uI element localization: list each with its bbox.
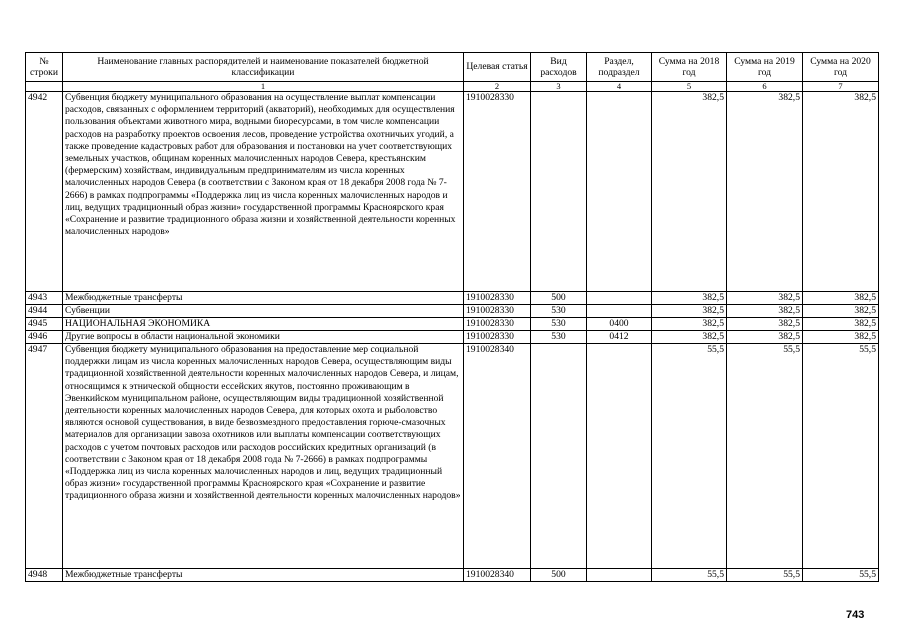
row-number: 4943 — [26, 292, 63, 305]
row-sum-2018: 382,5 — [652, 318, 727, 331]
row-sum-2018: 382,5 — [652, 305, 727, 318]
row-sum-2020: 382,5 — [803, 305, 879, 318]
row-sum-2018: 382,5 — [652, 331, 727, 344]
row-name: Межбюджетные трансферты — [63, 292, 464, 305]
row-name: НАЦИОНАЛЬНАЯ ЭКОНОМИКА — [63, 318, 464, 331]
row-number: 4944 — [26, 305, 63, 318]
column-number: 1 — [63, 82, 464, 92]
row-number: 4946 — [26, 331, 63, 344]
budget-table — [25, 52, 879, 582]
table-row — [26, 92, 879, 292]
row-number: 4947 — [26, 344, 63, 569]
row-sum-2019: 382,5 — [727, 305, 803, 318]
row-section — [587, 569, 652, 582]
row-section — [587, 292, 652, 305]
header-name: Наименование главных распорядителей и наименование показателей бюджетной классификации — [63, 53, 464, 82]
row-name: Другие вопросы в области национальной экономики — [63, 331, 464, 344]
row-expense-type: 500 — [531, 569, 587, 582]
row-number: 4942 — [26, 92, 63, 292]
row-name: Межбюджетные трансферты — [63, 569, 464, 582]
row-expense-type: 530 — [531, 305, 587, 318]
header-sum-2019: Сумма на 2019 год — [727, 53, 803, 82]
row-sum-2020: 55,5 — [803, 344, 879, 569]
row-target-item: 1910028330 — [464, 331, 531, 344]
row-sum-2020: 382,5 — [803, 292, 879, 305]
table-row — [26, 569, 879, 582]
row-expense-type — [531, 92, 587, 292]
table-header-row — [26, 53, 879, 82]
row-name: Субвенция бюджету муниципального образования на осуществление выплат компенсации расходов, связанных с оформлением территорий (акваторий), необходимых для осуществления пользования объектами животного мира, водными биоресурсами, в том числе компенсации расходов на разработку проектов освоения лесов, проведение устройства охотничьих угодий, а также проведение кадастровых работ для образования и постановки на учет соответствующих земельных участков, общинам коренных малочисленных народов Севера, крестьянским (фермерским) хозяйствам, индивидуальным предпринимателям из числа коренных малочисленных народов Севера (в соответствии с Законом края от 18 декабря 2008 года № 7-2666) в рамках подпрограммы «Поддержка лиц из числа коренных малочисленных народов и лиц, ведущих традиционный образ жизни» государственной программы Красноярского края «Сохранение и развитие традиционного образа жизни и хозяйственной деятельности коренных малочисленных народов» — [63, 92, 464, 292]
header-target-item: Целевая статья — [464, 53, 531, 82]
row-sum-2019: 382,5 — [727, 292, 803, 305]
row-name: Субвенция бюджету муниципального образования на предоставление мер социальной поддержки лицам из числа коренных малочисленных народов Севера, осуществляющим виды традиционной хозяйственной деятельности коренных малочисленных народов Севера, и лицам, относящимся к этнической общности ессейских якутов, постоянно проживающим в Эвенкийском муниципальном районе, осуществляющим виды традиционной хозяйственной деятельности коренных малочисленных народов Севера, для которых охота и рыболовство являются основой существования, в виде безвозмездного предоставления горюче-смазочных материалов для организации завоза охотников или выплаты компенсации соответствующих расходов с учетом почтовых расходов или расходов российских кредитных организаций (в соответствии с Законом края от 18 декабря 2008 года № 7-2666) в рамках подпрограммы «Поддержка лиц из числа коренных малочисленных народов и лиц, ведущих традиционный образ жизни» государственной программы Красноярского края «Сохранение и развитие традиционного образа жизни и хозяйственной деятельности коренных малочисленных народов» — [63, 344, 464, 569]
row-expense-type: 530 — [531, 331, 587, 344]
row-target-item: 1910028330 — [464, 305, 531, 318]
row-sum-2020: 382,5 — [803, 92, 879, 292]
row-number: 4945 — [26, 318, 63, 331]
row-sum-2020: 382,5 — [803, 318, 879, 331]
row-section — [587, 92, 652, 292]
row-sum-2019: 55,5 — [727, 344, 803, 569]
table-row — [26, 305, 879, 318]
row-expense-type: 500 — [531, 292, 587, 305]
column-number — [26, 82, 63, 92]
row-target-item: 1910028330 — [464, 92, 531, 292]
table-row — [26, 292, 879, 305]
row-section: 0400 — [587, 318, 652, 331]
page-number: 743 — [846, 609, 865, 621]
row-expense-type — [531, 344, 587, 569]
row-sum-2019: 55,5 — [727, 569, 803, 582]
row-name: Субвенции — [63, 305, 464, 318]
column-number: 2 — [464, 82, 531, 92]
row-section — [587, 344, 652, 569]
row-sum-2018: 55,5 — [652, 569, 727, 582]
header-sum-2020: Сумма на 2020 год — [803, 53, 879, 82]
row-sum-2019: 382,5 — [727, 318, 803, 331]
column-number: 4 — [587, 82, 652, 92]
row-sum-2019: 382,5 — [727, 92, 803, 292]
row-sum-2018: 382,5 — [652, 92, 727, 292]
row-number: 4948 — [26, 569, 63, 582]
row-sum-2018: 55,5 — [652, 344, 727, 569]
row-section — [587, 305, 652, 318]
column-number: 7 — [803, 82, 879, 92]
row-target-item: 1910028330 — [464, 292, 531, 305]
table-row — [26, 331, 879, 344]
table-row — [26, 344, 879, 569]
row-target-item: 1910028340 — [464, 344, 531, 569]
row-section: 0412 — [587, 331, 652, 344]
table-row — [26, 318, 879, 331]
row-target-item: 1910028330 — [464, 318, 531, 331]
column-number: 3 — [531, 82, 587, 92]
row-sum-2019: 382,5 — [727, 331, 803, 344]
row-target-item: 1910028340 — [464, 569, 531, 582]
column-number: 6 — [727, 82, 803, 92]
header-row-number: № строки — [26, 53, 63, 82]
row-sum-2020: 55,5 — [803, 569, 879, 582]
row-sum-2020: 382,5 — [803, 331, 879, 344]
header-expense-type: Вид расходов — [531, 53, 587, 82]
header-section: Раздел, подраздел — [587, 53, 652, 82]
column-number: 5 — [652, 82, 727, 92]
header-sum-2018: Сумма на 2018 год — [652, 53, 727, 82]
row-sum-2018: 382,5 — [652, 292, 727, 305]
row-expense-type: 530 — [531, 318, 587, 331]
column-number-row — [26, 82, 879, 92]
